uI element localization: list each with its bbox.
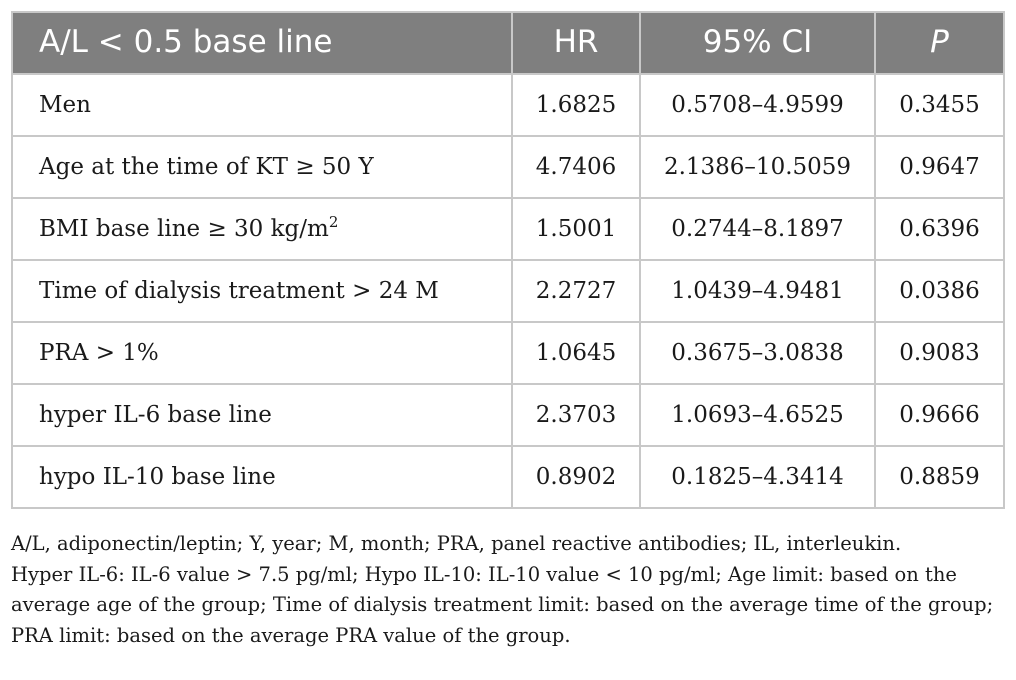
row-ci: 1.0693–4.6525 — [640, 384, 875, 446]
row-hr: 4.7406 — [512, 136, 640, 198]
row-p: 0.6396 — [875, 198, 1004, 260]
row-ci: 2.1386–10.5059 — [640, 136, 875, 198]
row-hr: 1.5001 — [512, 198, 640, 260]
row-variable: hyper IL-6 base line — [12, 384, 512, 446]
row-ci: 1.0439–4.9481 — [640, 260, 875, 322]
row-variable: PRA > 1% — [12, 322, 512, 384]
superscript-exponent: 2 — [328, 213, 339, 231]
header-hr: HR — [512, 12, 640, 74]
row-ci: 0.3675–3.0838 — [640, 322, 875, 384]
row-p: 0.9083 — [875, 322, 1004, 384]
row-p: 0.8859 — [875, 446, 1004, 508]
row-hr: 1.6825 — [512, 74, 640, 136]
row-p: 0.9647 — [875, 136, 1004, 198]
table-header-row — [12, 12, 1004, 74]
table-footnote — [11, 529, 1006, 651]
row-hr: 2.2727 — [512, 260, 640, 322]
row-variable: Age at the time of KT ≥ 50 Y — [12, 136, 512, 198]
row-variable — [12, 198, 512, 260]
table-row — [12, 198, 1004, 260]
row-ci: 0.2744–8.1897 — [640, 198, 875, 260]
table-row — [12, 136, 1004, 198]
row-variable: hypo IL-10 base line — [12, 446, 512, 508]
row-variable: Men — [12, 74, 512, 136]
table-row — [12, 74, 1004, 136]
footnote-abbreviations: A/L, adiponectin/leptin; Y, year; M, month; PRA, panel reactive antibodies; IL, interleukin. — [11, 532, 902, 555]
row-p: 0.3455 — [875, 74, 1004, 136]
hazard-ratio-table — [11, 11, 1005, 509]
table-row — [12, 384, 1004, 446]
row-ci: 0.5708–4.9599 — [640, 74, 875, 136]
row-hr: 1.0645 — [512, 322, 640, 384]
footnote-definitions: Hyper IL-6: IL-6 value > 7.5 pg/ml; Hypo IL-10: IL-10 value < 10 pg/ml; Age limit: based on the average age of the group; Time of dialysis treatment limit: based on the average time of the group; PRA limit: based on the average PRA value of the group. — [11, 562, 994, 647]
row-variable-text: BMI base line ≥ 30 kg/m — [39, 216, 329, 242]
row-p: 0.9666 — [875, 384, 1004, 446]
row-hr: 0.8902 — [512, 446, 640, 508]
hazard-ratio-table-container — [11, 11, 1003, 509]
row-p: 0.0386 — [875, 260, 1004, 322]
table-row — [12, 260, 1004, 322]
header-p: P — [875, 12, 1004, 74]
row-ci: 0.1825–4.3414 — [640, 446, 875, 508]
table-row — [12, 322, 1004, 384]
table-row — [12, 446, 1004, 508]
row-hr: 2.3703 — [512, 384, 640, 446]
row-variable: Time of dialysis treatment > 24 M — [12, 260, 512, 322]
header-variable: A/L < 0.5 base line — [12, 12, 512, 74]
header-ci: 95% CI — [640, 12, 875, 74]
